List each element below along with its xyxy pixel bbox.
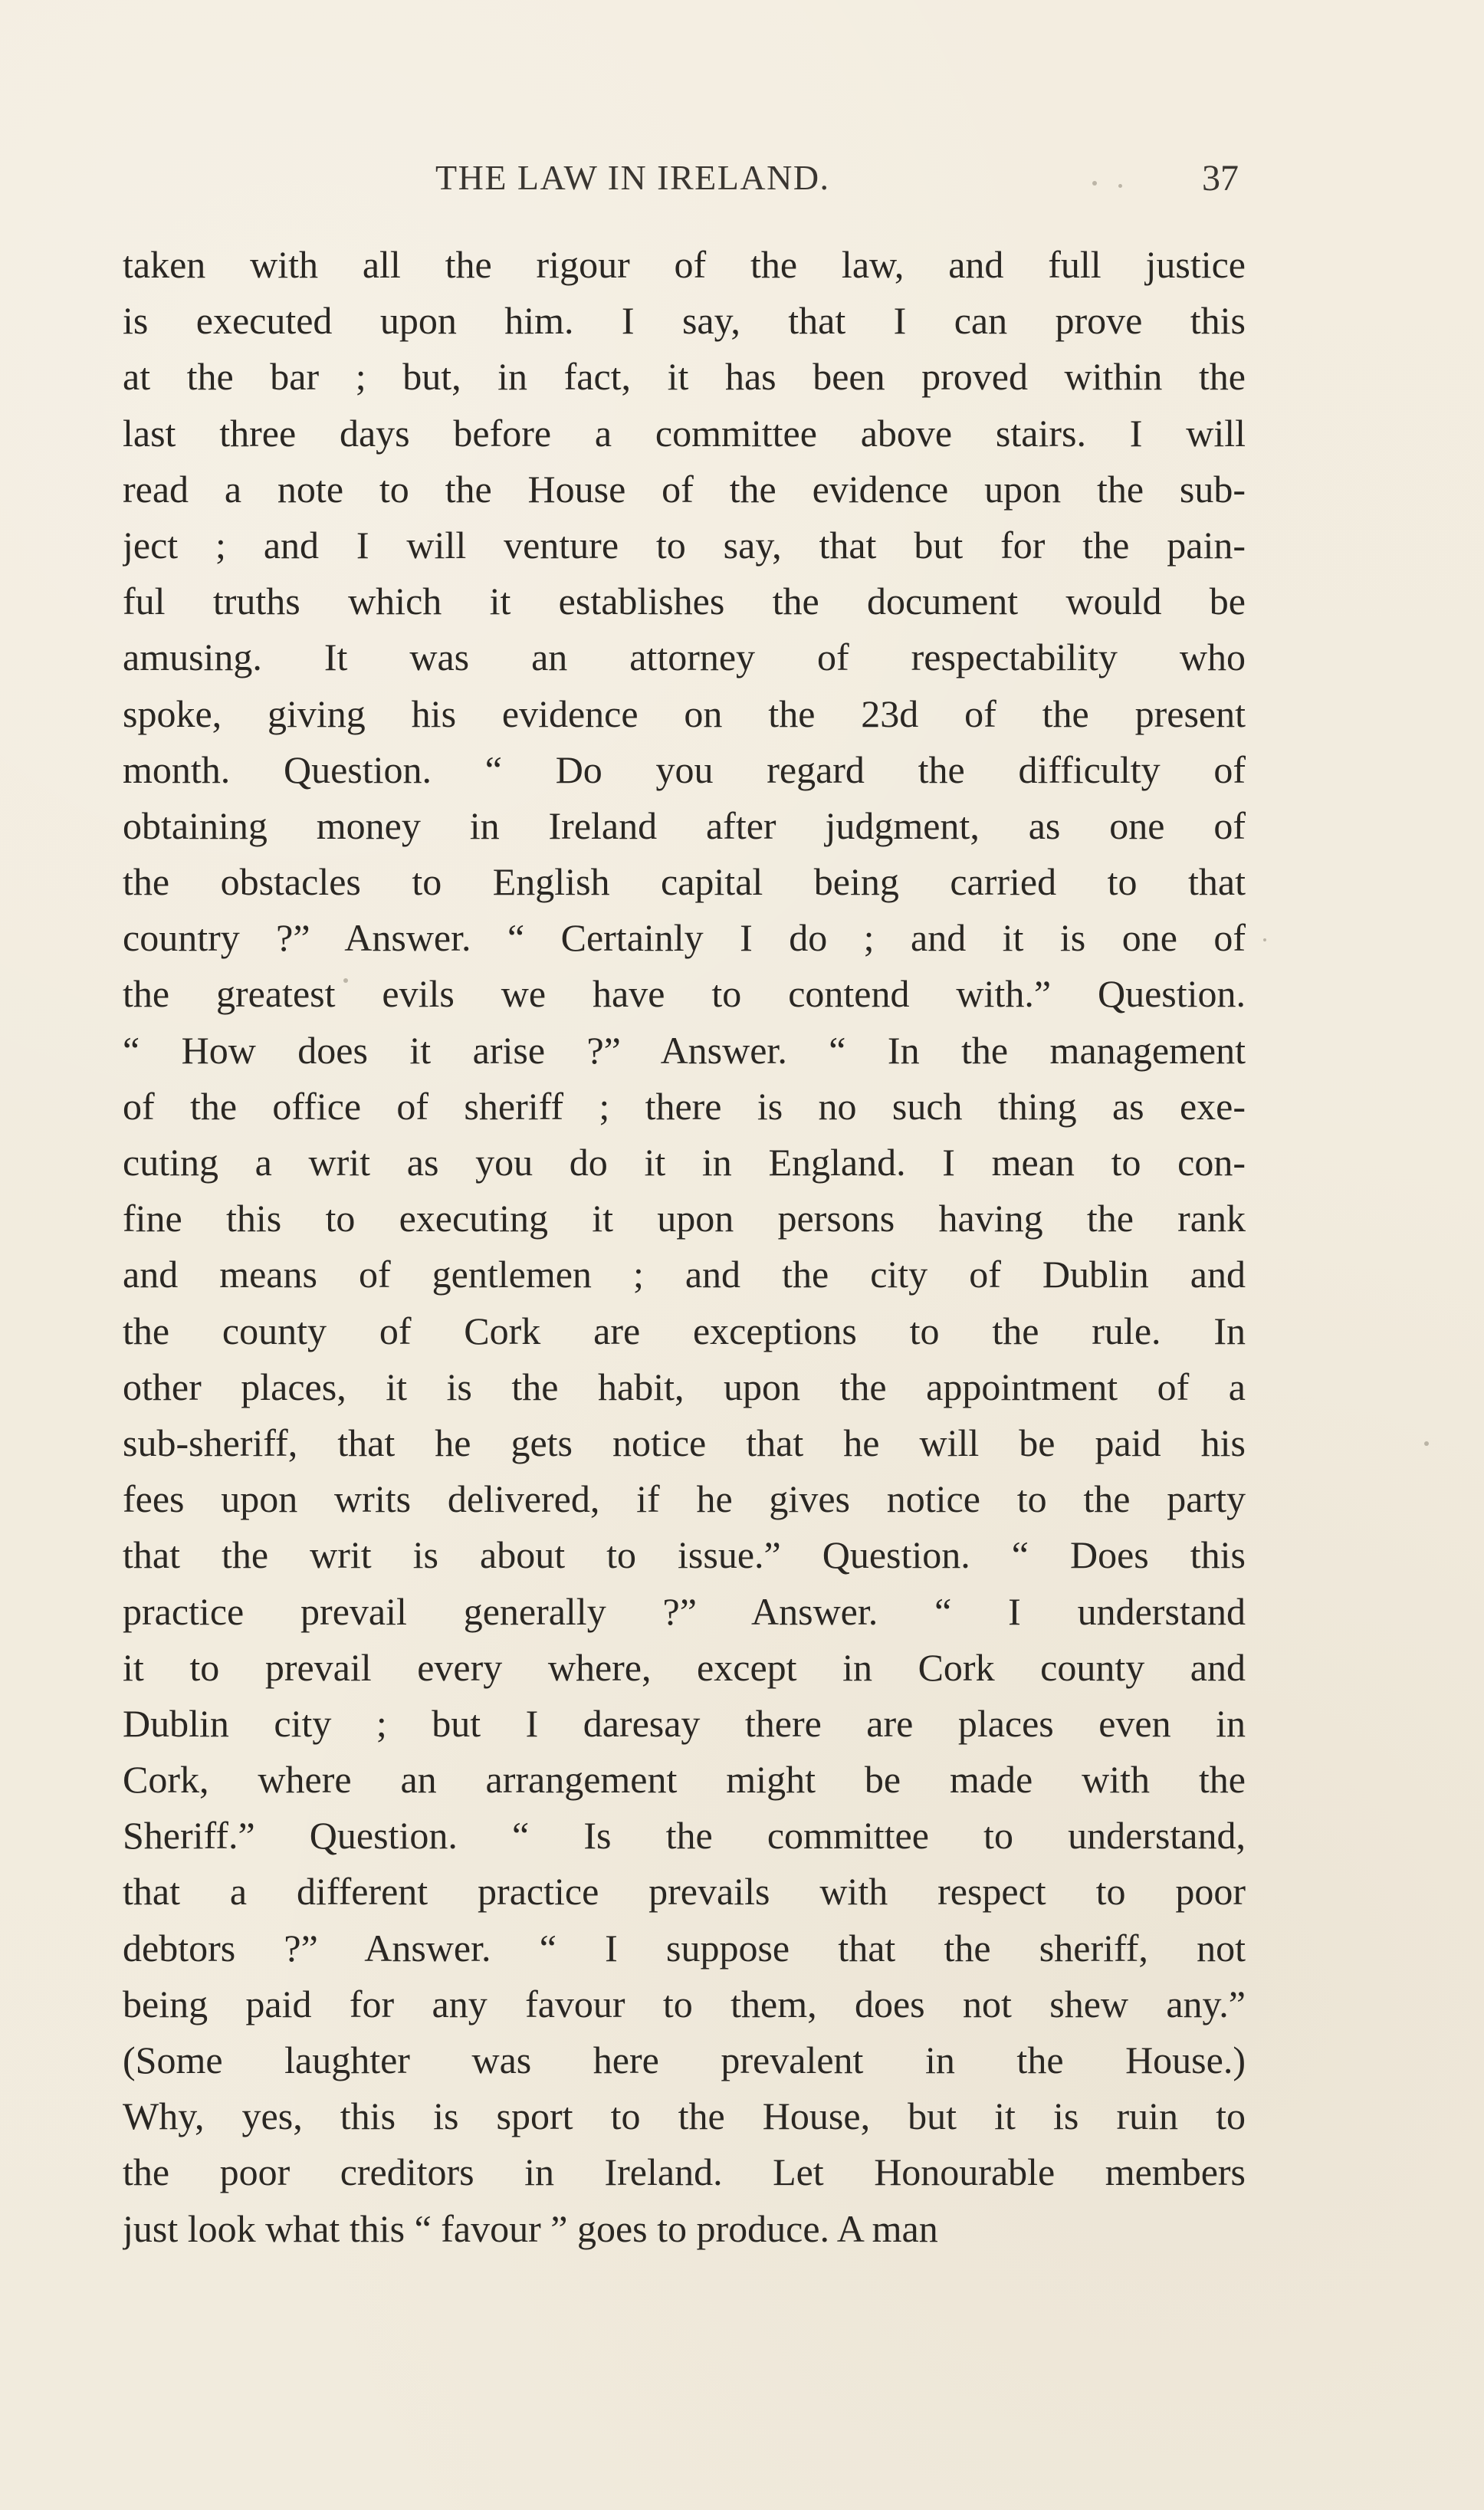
ink-speck xyxy=(1424,1441,1429,1446)
text-line: practice prevail generally ?” Answer. “ I understand xyxy=(123,1589,1246,1633)
text-line: month. Question. “ Do you regard the difficulty of xyxy=(123,747,1246,791)
text-line: spoke, giving his evidence on the 23d of the present xyxy=(123,692,1246,735)
page-number: 37 xyxy=(1202,158,1239,199)
text-line: taken with all the rigour of the law, and full justice xyxy=(123,243,1246,286)
text-line: the obstacles to English capital being carried to that xyxy=(123,860,1246,904)
text-line: amusing. It was an attorney of respectability who xyxy=(123,636,1246,679)
text-line: (Some laughter was here prevalent in the House.) xyxy=(123,2039,1246,2081)
text-line: and means of gentlemen ; and the city of Dublin and xyxy=(123,1253,1246,1296)
text-line: the county of Cork are exceptions to the rule. In xyxy=(123,1309,1246,1352)
text-line: fine this to executing it upon persons having the rank xyxy=(123,1197,1246,1240)
ink-speck xyxy=(1092,181,1097,186)
running-head xyxy=(0,157,1484,211)
ink-speck xyxy=(1118,184,1122,188)
body-text xyxy=(123,237,1246,2257)
text-line: other places, it is the habit, upon the appointment of a xyxy=(123,1365,1246,1408)
text-line: just look what this “ favour ” goes to produce. A man xyxy=(123,2206,938,2250)
text-line: country ?” Answer. “ Certainly I do ; and it is one of xyxy=(123,916,1246,960)
text-line: debtors ?” Answer. “ I suppose that the sheriff, not xyxy=(123,1926,1246,1970)
text-line: the greatest evils we have to contend with.” Question. xyxy=(123,972,1246,1016)
text-line: read a note to the House of the evidence upon the sub- xyxy=(123,467,1246,511)
text-line: Sheriff.” Question. “ Is the committee to understand, xyxy=(123,1814,1246,1858)
running-title: THE LAW IN IRELAND. xyxy=(435,158,830,197)
text-line: the poor creditors in Ireland. Let Honourable members xyxy=(123,2150,1246,2194)
text-line: that the writ is about to issue.” Question. “ Does this xyxy=(123,1533,1246,1577)
text-line: of the office of sheriff ; there is no such thing as exe- xyxy=(123,1084,1246,1128)
text-line: it to prevail every where, except in Cork county and xyxy=(123,1645,1246,1689)
text-line: fees upon writs delivered, if he gives notice to the party xyxy=(123,1477,1246,1521)
text-line: Why, yes, this is sport to the House, but it is ruin to xyxy=(123,2094,1246,2138)
text-line: that a different practice prevails with respect to poor xyxy=(123,1870,1246,1914)
text-line: ject ; and I will venture to say, that but for the pain- xyxy=(123,523,1246,567)
text-line: Cork, where an arrangement might be made with the xyxy=(123,1758,1246,1802)
text-line: last three days before a committee above stairs. I will xyxy=(123,411,1246,455)
text-line: “ How does it arise ?” Answer. “ In the management xyxy=(123,1028,1246,1072)
text-line: cuting a writ as you do it in England. I mean to con- xyxy=(123,1141,1246,1184)
text-line: is executed upon him. I say, that I can prove this xyxy=(123,299,1246,343)
text-line: being paid for any favour to them, does not shew any.” xyxy=(123,1982,1246,2025)
text-line: at the bar ; but, in fact, it has been proved within the xyxy=(123,355,1246,399)
text-line: ful truths which it establishes the document would be xyxy=(123,580,1246,623)
text-line: Dublin city ; but I daresay there are places even in xyxy=(123,1701,1246,1745)
text-line: sub-sheriff, that he gets notice that he will be paid his xyxy=(123,1421,1246,1464)
ink-speck xyxy=(1263,938,1266,941)
text-line: obtaining money in Ireland after judgment, as one of xyxy=(123,803,1246,847)
